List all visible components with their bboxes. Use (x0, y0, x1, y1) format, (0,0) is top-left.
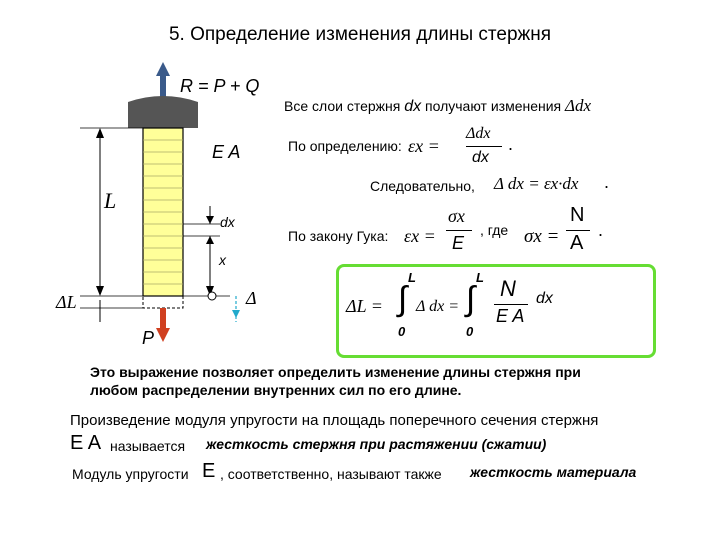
hooke-numerator: σx (448, 206, 465, 226)
consequently-label: Следовательно, (370, 178, 475, 194)
delta-length-label: ΔL (56, 292, 77, 312)
hooke-label: По закону Гука: (288, 228, 389, 244)
reaction-label: R = P + Q (180, 76, 260, 96)
result-lhs: ΔL = (346, 296, 383, 316)
definition-numerator: Δdx (466, 125, 491, 142)
rod-support-cap (128, 96, 198, 128)
integral-lower-1: 0 (398, 324, 406, 339)
definition-denominator: dx (472, 149, 489, 166)
conclusion-line-1: Это выражение позволяет определить изменение длины стержня при (90, 364, 581, 380)
consequently-end: . (604, 172, 610, 192)
consequently-formula: Δ dx = εx·dx (494, 174, 579, 193)
definition-fraction-bar (466, 146, 502, 147)
stiffness-ea: E A (70, 432, 102, 454)
material-stiffness-term: жесткость материала (470, 464, 637, 480)
stress-lhs: σx = (524, 226, 560, 247)
hooke-fraction-bar (446, 230, 472, 231)
modulus-label: Модуль упругости (72, 466, 189, 482)
stress-fraction-bar (566, 230, 590, 231)
integral-body-1: Δ dx = (416, 298, 459, 315)
modulus-also-called: , соответственно, называют также (220, 466, 442, 482)
definition-label: По определению: (288, 138, 402, 154)
length-label: L (104, 188, 117, 213)
modulus-e: E (202, 460, 216, 482)
load-label: P (142, 328, 155, 348)
stiffness-term: жесткость стержня при растяжении (сжатии) (206, 436, 547, 452)
page-title: 5. Определение изменения длины стержня (168, 24, 552, 45)
integral-lower-2: 0 (466, 324, 474, 339)
definition-end: . (508, 134, 514, 154)
delta-label: Δ (246, 288, 257, 308)
x-label: x (219, 252, 226, 268)
integral-upper-1: L (408, 270, 416, 285)
stress-numerator: N (570, 204, 585, 226)
stress-end: . (598, 220, 604, 240)
stress-denominator: A (570, 232, 584, 254)
hooke-denominator: E (452, 233, 465, 253)
result-numerator: N (500, 276, 516, 301)
result-denominator: E A (496, 306, 525, 326)
result-dx: dx (536, 290, 553, 307)
integral-upper-2: L (476, 270, 484, 285)
layers-line: Все слои стержня dx получают изменения Δdx (284, 96, 592, 115)
integral-sign-1: ∫ (398, 280, 408, 318)
dx-label: dx (220, 214, 235, 230)
reference-point (208, 292, 216, 300)
result-fraction-bar (494, 304, 528, 305)
integral-sign-2: ∫ (466, 280, 476, 318)
rod-extension (143, 296, 183, 308)
stiffness-label: E A (212, 142, 241, 162)
displacement-arrow (232, 310, 240, 318)
definition-lhs: εx = (408, 136, 440, 156)
hooke-lhs: εx = (404, 226, 436, 246)
reaction-arrow-head (156, 62, 170, 76)
stiffness-definition: Произведение модуля упругости на площадь поперечного сечения стержня (70, 412, 599, 429)
load-arrow-head (156, 328, 170, 342)
stiffness-called: называется (110, 438, 186, 454)
hooke-where: , где (480, 222, 509, 238)
conclusion-line-2: любом распределении внутренних сил по его длине. (90, 382, 462, 398)
